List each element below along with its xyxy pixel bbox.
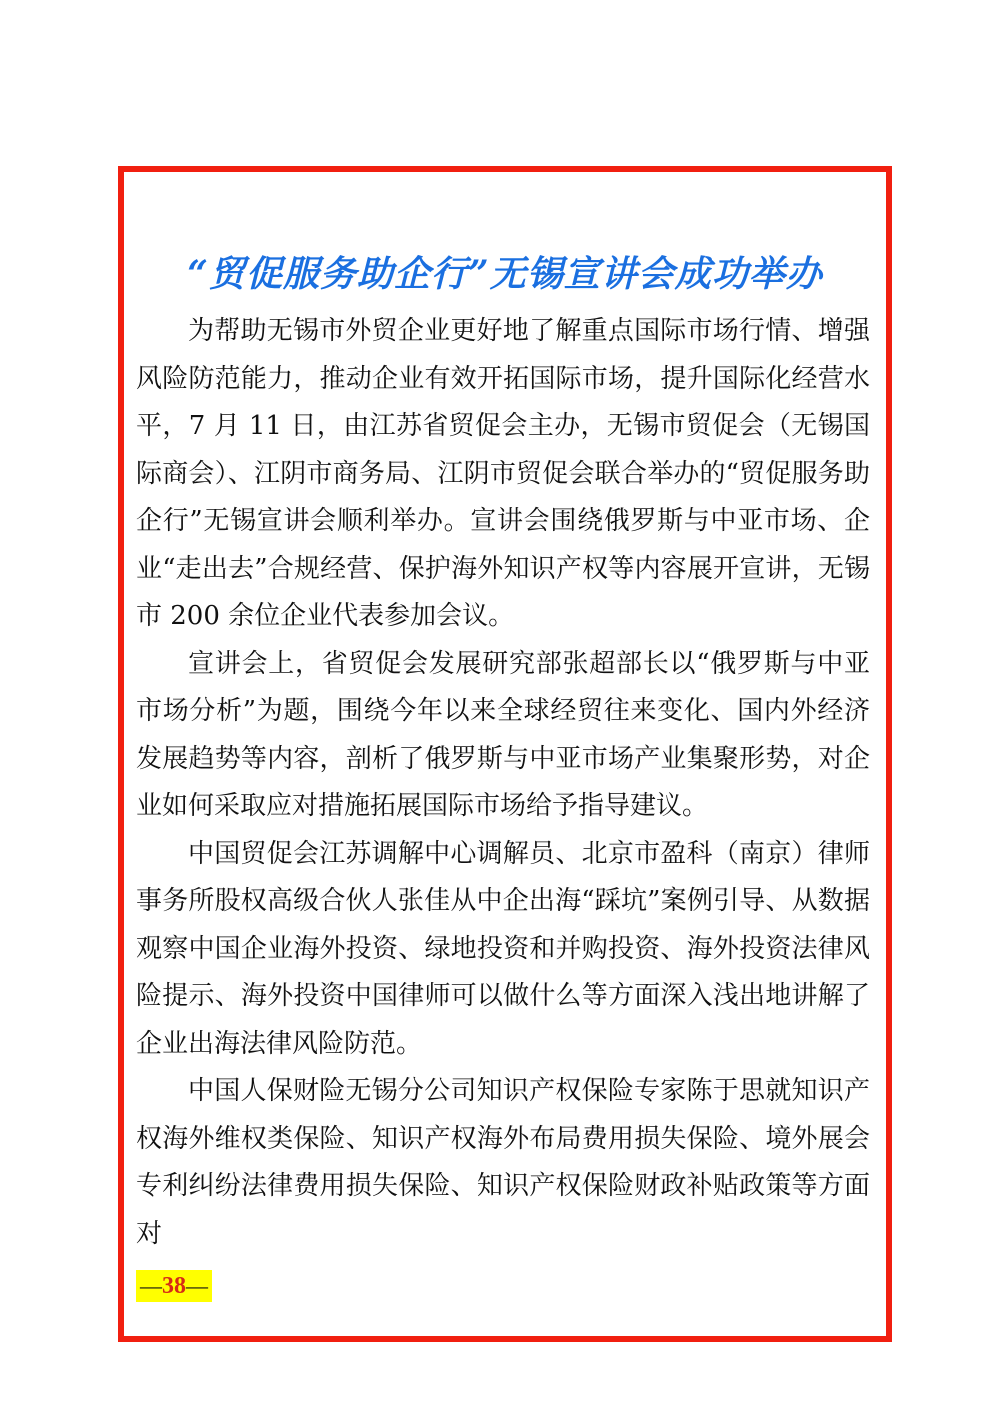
page-number — [136, 1270, 212, 1302]
page-number-dash-left: — — [140, 1273, 162, 1298]
paragraph-2: 宣讲会上，省贸促会发展研究部张超部长以“俄罗斯与中亚市场分析”为题，围绕今年以来全球经贸往来变化、国内外经济发展趋势等内容，剖析了俄罗斯与中亚市场产业集聚形势，对企业如何采取应对措施拓展国际市场给予指导建议。 — [136, 648, 870, 821]
paragraph-4: 中国人保财险无锡分公司知识产权保险专家陈于思就知识产权海外维权类保险、知识产权海外布局费用损失保险、境外展会专利纠纷法律费用损失保险、知识产权保险财政补贴政策等方面对 — [136, 1076, 870, 1249]
page-number-dash-right: — — [186, 1273, 208, 1298]
article-body — [136, 308, 870, 1258]
paragraph-1: 为帮助无锡市外贸企业更好地了解重点国际市场行情、增强风险防范能力，推动企业有效开拓国际市场，提升国际化经营水平，7 月 11 日，由江苏省贸促会主办，无锡市贸促会（无锡国际商会）、江阴市商务局、江阴市贸促会联合举办的“贸促服务助企行”无锡宣讲会顺利举办。宣讲会围绕俄罗斯与中亚市场、企业“走出去”合规经营、保护海外知识产权等内容展开宣讲，无锡市 200 余位企业代表参加会议。 — [136, 316, 870, 631]
page-frame — [118, 166, 892, 1342]
paragraph-3: 中国贸促会江苏调解中心调解员、北京市盈科（南京）律师事务所股权高级合伙人张佳从中企出海“踩坑”案例引导、从数据观察中国企业海外投资、绿地投资和并购投资、海外投资法律风险提示、海外投资中国律师可以做什么等方面深入浅出地讲解了企业出海法律风险防范。 — [136, 838, 870, 1059]
page-number-value: 38 — [162, 1273, 186, 1299]
article-title: “贸促服务助企行”无锡宣讲会成功举办 — [187, 253, 823, 295]
